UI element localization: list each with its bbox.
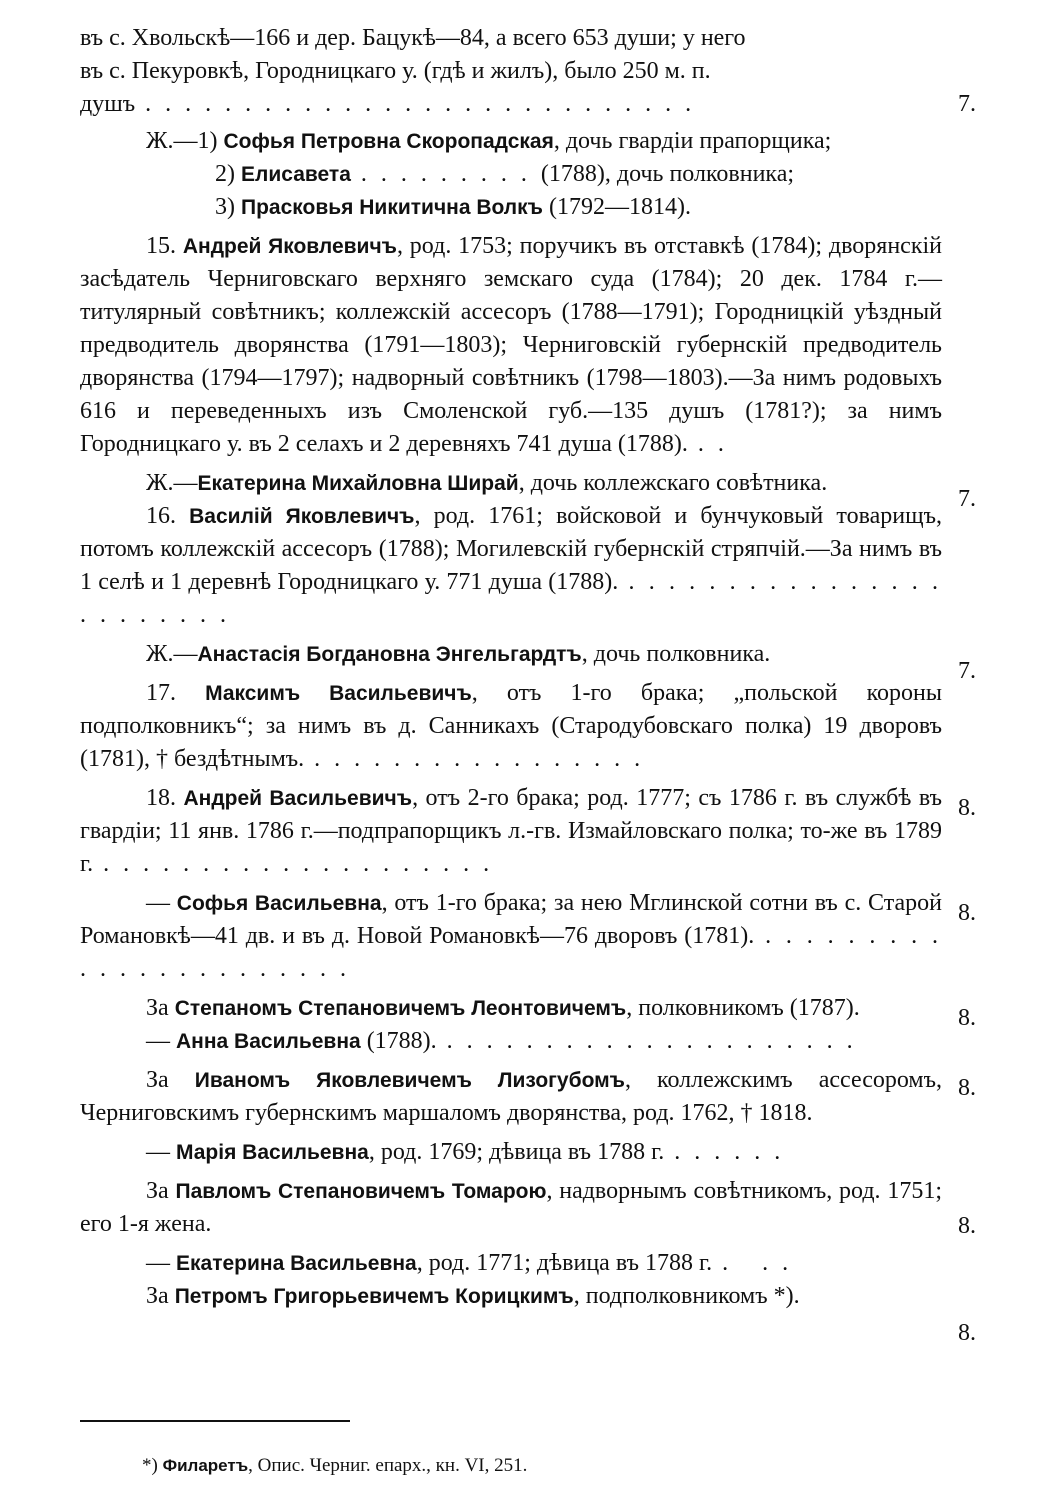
entry-16-wife-name: Анастасія Богдановна Энгельгардтъ bbox=[197, 643, 582, 666]
wife-2-name: Елисавета bbox=[241, 163, 351, 186]
leader-dots: . . . . . . . . . . . . . . . . . bbox=[304, 746, 645, 772]
daughter-4-dash: — bbox=[146, 1250, 170, 1276]
margin-ref-d3: 8. bbox=[958, 1213, 976, 1239]
daughter-1-spouse-rest: , полковникомъ (1787). bbox=[626, 995, 860, 1021]
daughter-4 bbox=[80, 1247, 942, 1280]
daughter-3-spouse-name: Павломъ Степановичемъ Томарою bbox=[175, 1180, 547, 1203]
footnote-marker: *). bbox=[773, 1283, 800, 1309]
leader-dots: . . . . . . . . . bbox=[350, 161, 541, 187]
daughter-1-spouse-name: Степаномъ Степановичемъ Леонтовичемъ bbox=[174, 997, 627, 1020]
entry-16-name: Василій Яковлевичъ bbox=[189, 505, 415, 528]
daughter-3-spouse-prefix: За bbox=[146, 1178, 169, 1204]
daughter-2-spouse-rest: , коллежскимъ ассесоромъ, Черниговскимъ губернскимъ маршаломъ дворянства, род. 1762, † 1818. bbox=[80, 1067, 943, 1126]
entry-18-number: 18. bbox=[146, 785, 176, 811]
margin-ref-d2: 8. bbox=[958, 1075, 976, 1101]
footnote-author: Филаретъ bbox=[162, 1456, 249, 1475]
entry-15 bbox=[80, 230, 942, 461]
entry-15-wife-rest: , дочь коллежскаго совѣтника. bbox=[518, 470, 828, 496]
continuation-line-3 bbox=[80, 88, 942, 121]
wife-1-prefix: Ж.—1) bbox=[146, 128, 218, 154]
daughter-4-spouse-name: Петромъ Григорьевичемъ Корицкимъ bbox=[174, 1285, 574, 1308]
entry-18-name: Андрей Васильевичъ bbox=[183, 787, 413, 810]
continuation-text: душъ bbox=[80, 91, 136, 117]
entry-18-text: , отъ 2-го брака; род. 1777; съ 1786 г. въ службѣ въ гвардіи; 11 янв. 1786 г.—подпрапорщикъ л.-гв. Измайловскаго полка; то-же въ 1789 г. bbox=[80, 785, 943, 877]
daughter-1-name: Софья Васильевна bbox=[176, 892, 382, 915]
daughter-3-dash: — bbox=[146, 1139, 170, 1165]
entry-17 bbox=[80, 677, 942, 776]
wife-1-name: Софья Петровна Скоропадская bbox=[223, 130, 554, 153]
wife-1-rest: , дочь гвардіи прапорщика; bbox=[553, 128, 832, 154]
daughter-3-spouse-rest: , надворнымъ совѣтникомъ, род. 1751; его 1-я жена. bbox=[80, 1178, 942, 1237]
footnote-text: , Опис. Черниг. епарх., кн. VI, 251. bbox=[248, 1455, 528, 1476]
daughter-4-spouse-rest: , подполковникомъ bbox=[573, 1283, 768, 1309]
daughter-4-spouse-prefix: За bbox=[146, 1283, 169, 1309]
margin-ref-cont: 7. bbox=[958, 91, 976, 117]
daughter-3 bbox=[80, 1136, 942, 1169]
margin-ref-17: 8. bbox=[958, 795, 976, 821]
daughter-2-text: (1788). bbox=[366, 1028, 437, 1054]
wife-3-rest: (1792—1814). bbox=[548, 194, 691, 220]
entry-18 bbox=[80, 782, 942, 881]
leader-dots: . . . . . . . . . . . . . . . . . . . . . . . . . . . . bbox=[135, 91, 696, 117]
entry-15-wife-name: Екатерина Михайловна Ширай bbox=[197, 472, 519, 495]
entry-15-wife bbox=[80, 467, 942, 500]
leader-dots: . . . . . . . . . . . . . . . . . . . . . . . bbox=[80, 923, 943, 982]
entry-16-wife bbox=[80, 638, 942, 671]
margin-ref-18: 8. bbox=[958, 900, 976, 926]
leader-dots: . . bbox=[687, 431, 728, 457]
entry-15-text: , род. 1753; поручикъ въ отставкѣ (1784); дворянскій засѣдатель Черниговскаго верхняго земскаго суда (1784); 20 дек. 1784 г.—титулярный совѣтникъ; коллежскій ассесоръ (1788—1791); Городницкій уѣздный предводитель дворянства (1791—1803); Черниговскій губернскій предводитель дворянства (1794—1797); надворный совѣтникъ (1798—1803).—За нимъ родовыхъ 616 и переведенныхъ изъ Смоленской губ.—135 душъ (1781?); за нимъ Городницкаго у. въ 2 селахъ и 2 деревняхъ 741 душа (1788). bbox=[80, 233, 943, 457]
margin-ref-16: 7. bbox=[958, 658, 976, 684]
wife-2-prefix: 2) bbox=[215, 161, 235, 187]
footnote bbox=[142, 1449, 527, 1482]
margin-ref-d4: 8. bbox=[958, 1320, 976, 1346]
wife-3 bbox=[80, 191, 942, 224]
daughter-1-spouse bbox=[80, 992, 942, 1025]
entry-15-number: 15. bbox=[146, 233, 176, 259]
footnote-mark: *) bbox=[142, 1455, 158, 1476]
entry-16-text: , род. 1761; войсковой и бунчуковый товарищъ, потомъ коллежскій ассесоръ (1788); Могилевскій губернскій стряпчій.—За нимъ въ 1 селѣ и 1 деревнѣ Городницкаго у. 771 душа (1788). bbox=[80, 503, 942, 595]
wife-2 bbox=[80, 158, 942, 191]
wife-2-rest: (1788), дочь полковника; bbox=[540, 161, 795, 187]
entry-15-wife-prefix: Ж.— bbox=[146, 470, 198, 496]
leader-dots: . . . . . . . . . . . . . . . . . . . . bbox=[93, 851, 494, 877]
entry-16-wife-prefix: Ж.— bbox=[146, 641, 198, 667]
daughter-3-name: Марія Васильевна bbox=[176, 1141, 369, 1164]
wife-3-name: Прасковья Никитична Волкъ bbox=[241, 196, 543, 219]
wife-3-prefix: 3) bbox=[215, 194, 235, 220]
margin-ref-15: 7. bbox=[958, 486, 976, 512]
entry-15-name: Андрей Яковлевичъ bbox=[182, 235, 397, 258]
daughter-3-text: , род. 1769; дѣвица въ 1788 г. bbox=[368, 1139, 665, 1165]
daughter-2-spouse bbox=[80, 1064, 942, 1130]
daughter-1 bbox=[80, 887, 942, 986]
continuation-line-2: въ с. Пекуровкѣ, Городницкаго у. (гдѣ и жилъ), было 250 м. п. bbox=[80, 58, 711, 84]
margin-ref-d1: 8. bbox=[958, 1005, 976, 1031]
wife-1 bbox=[80, 125, 942, 158]
daughter-2-spouse-name: Иваномъ Яковлевичемъ Лизогубомъ bbox=[194, 1069, 625, 1092]
entry-17-text: , отъ 1-го брака; „польской короны подполковникъ“; за нимъ въ д. Санникахъ (Стародубовскаго полка) 19 дворовъ (1781), † бездѣтнымъ. bbox=[80, 680, 942, 772]
entry-16-number: 16. bbox=[146, 503, 176, 529]
continuation-line-1: въ с. Хвольскѣ—166 и дер. Бацукѣ—84, а всего 653 души; у него bbox=[80, 25, 746, 51]
leader-dots: . . . . . . . . . . . . . . . . . . . . . bbox=[436, 1028, 857, 1054]
entry-16-wife-rest: , дочь полковника. bbox=[581, 641, 771, 667]
leader-dots: . . . . . . . . . . . . . . . . . . . . . . . . bbox=[80, 569, 943, 628]
daughter-2 bbox=[80, 1025, 942, 1058]
wives-block bbox=[80, 125, 942, 224]
daughter-1-spouse-prefix: За bbox=[146, 995, 169, 1021]
daughter-1-dash: — bbox=[146, 890, 170, 916]
daughter-2-name: Анна Васильевна bbox=[176, 1030, 361, 1053]
footnote-divider bbox=[80, 1420, 350, 1422]
entry-16 bbox=[80, 500, 942, 632]
daughter-4-text: , род. 1771; дѣвица въ 1788 г. bbox=[416, 1250, 713, 1276]
entry-17-name: Максимъ Васильевичъ bbox=[205, 682, 472, 705]
daughter-2-spouse-prefix: За bbox=[146, 1067, 169, 1093]
entry-17-number: 17. bbox=[146, 680, 176, 706]
daughter-2-dash: — bbox=[146, 1028, 170, 1054]
leader-dots: . . . bbox=[712, 1250, 793, 1276]
leader-dots: . . . . . . bbox=[664, 1139, 785, 1165]
daughter-1-text: , отъ 1-го брака; за нею Мглинской сотни въ с. Старой Романовкѣ—41 дв. и въ д. Новой Романовкѣ—76 дворовъ (1781). bbox=[80, 890, 942, 949]
daughter-4-spouse bbox=[80, 1280, 942, 1313]
main-text-column bbox=[80, 22, 942, 1313]
daughter-4-name: Екатерина Васильевна bbox=[176, 1252, 417, 1275]
daughter-3-spouse bbox=[80, 1175, 942, 1241]
